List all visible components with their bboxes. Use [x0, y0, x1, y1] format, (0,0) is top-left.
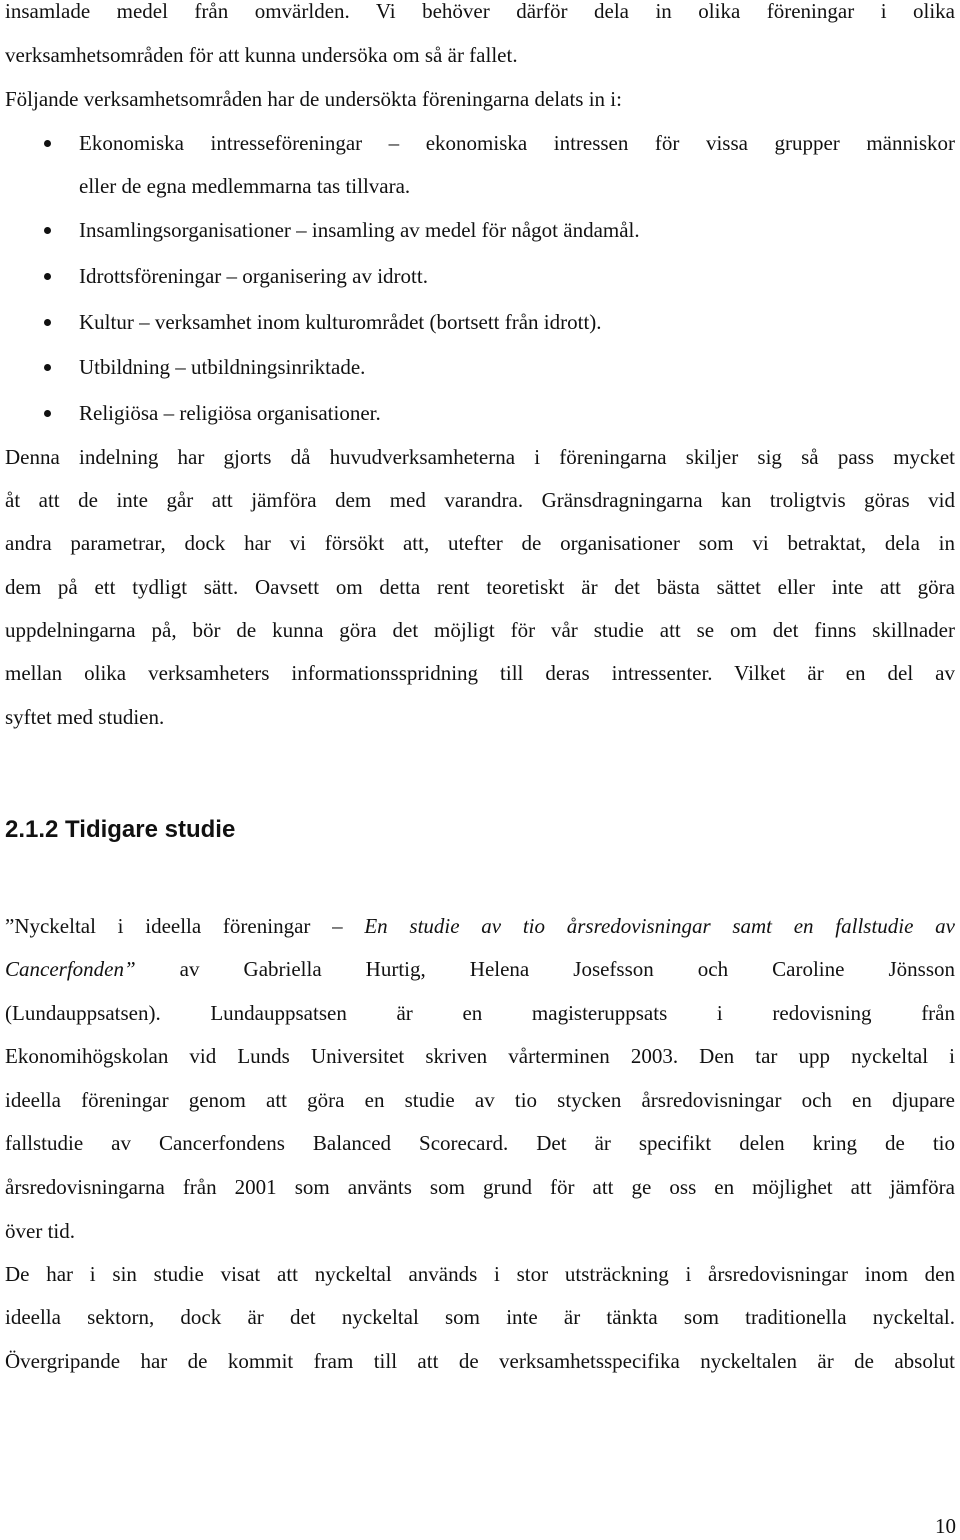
study-title: ”Nyckeltal i ideella föreningar –	[5, 914, 365, 938]
bullet-dot-icon	[44, 319, 51, 326]
bullet-dot-icon	[44, 140, 51, 147]
paragraph-2-line-6: fallstudie av Cancerfondens Balanced Scorecard. Det är specifikt delen kring de tio	[5, 1131, 955, 1155]
study-subtitle-end: Cancerfonden”	[5, 957, 136, 981]
intro-line-3: Följande verksamhetsområden har de undersökta föreningarna delats in i:	[5, 87, 622, 111]
bullet-item-5: Utbildning – utbildningsinriktade.	[79, 355, 366, 379]
paragraph-2-line-4: Ekonomihögskolan vid Lunds Universitet skriven vårterminen 2003. Den tar upp nyckeltal i	[5, 1044, 955, 1068]
paragraph-2-line-7: årsredovisningarna från 2001 som använts som grund för att ge oss en möjlighet att jämföra	[5, 1175, 955, 1199]
bullet-item-3: Idrottsföreningar – organisering av idrott.	[79, 264, 428, 288]
paragraph-2-line-2	[5, 954, 955, 984]
paragraph-1-line-7: syftet med studien.	[5, 705, 165, 729]
paragraph-2-line-8: över tid.	[5, 1219, 75, 1243]
section-heading: 2.1.2 Tidigare studie	[5, 816, 236, 843]
paragraph-3-line-3: Övergripande har de kommit fram till att de verksamhetsspecifika nyckeltalen är de absolut	[5, 1349, 955, 1373]
intro-line-2: verksamhetsområden för att kunna undersöka om så är fallet.	[5, 43, 518, 67]
bullet-item-1-line-1: Ekonomiska intresseföreningar – ekonomiska intressen för vissa grupper människor	[79, 131, 955, 155]
bullet-dot-icon	[44, 273, 51, 280]
study-authors: av Gabriella Hurtig, Helena Josefsson och Caroline Jönsson	[135, 957, 955, 981]
bullet-dot-icon	[44, 227, 51, 234]
paragraph-1-line-5: uppdelningarna på, bör de kunna göra det möjligt för vår studie att se om det finns skillnader	[5, 618, 955, 642]
bullet-item-6: Religiösa – religiösa organisationer.	[79, 401, 381, 425]
paragraph-2-line-1	[5, 911, 955, 941]
bullet-item-4: Kultur – verksamhet inom kulturområdet (bortsett från idrott).	[79, 310, 602, 334]
paragraph-2-line-5: ideella föreningar genom att göra en studie av tio stycken årsredovisningar och en djupare	[5, 1088, 955, 1112]
paragraph-1-line-1: Denna indelning har gjorts då huvudverksamheterna i föreningarna skiljer sig så pass mycket	[5, 445, 955, 469]
page-number: 10	[935, 1514, 956, 1538]
bullet-dot-icon	[44, 364, 51, 371]
paragraph-3-line-2: ideella sektorn, dock är det nyckeltal som inte är tänkta som traditionella nyckeltal.	[5, 1305, 955, 1329]
paragraph-3-line-1: De har i sin studie visat att nyckeltal används i stor utsträckning i årsredovisningar inom den	[5, 1262, 955, 1286]
intro-line-1: insamlade medel från omvärlden. Vi behöver därför dela in olika föreningar i olika	[5, 0, 955, 23]
paragraph-1-line-6: mellan olika verksamheters informationsspridning till deras intressenter. Vilket är en del av	[5, 661, 955, 685]
study-subtitle: En studie av tio årsredovisningar samt en fallstudie av	[364, 914, 955, 938]
paragraph-1-line-4: dem på ett tydligt sätt. Oavsett om detta rent teoretiskt är det bästa sättet eller inte att göra	[5, 575, 955, 599]
bullet-item-1-line-2: eller de egna medlemmarna tas tillvara.	[79, 174, 411, 198]
paragraph-1-line-3: andra parametrar, dock har vi försökt att, utefter de organisationer som vi betraktat, dela in	[5, 531, 955, 555]
paragraph-1-line-2: åt att de inte går att jämföra dem med varandra. Gränsdragningarna kan troligtvis göras vid	[5, 488, 955, 512]
bullet-dot-icon	[44, 410, 51, 417]
paragraph-2-line-3: (Lundauppsatsen). Lundauppsatsen är en magisteruppsats i redovisning från	[5, 1001, 955, 1025]
bullet-item-2: Insamlingsorganisationer – insamling av medel för något ändamål.	[79, 218, 640, 242]
